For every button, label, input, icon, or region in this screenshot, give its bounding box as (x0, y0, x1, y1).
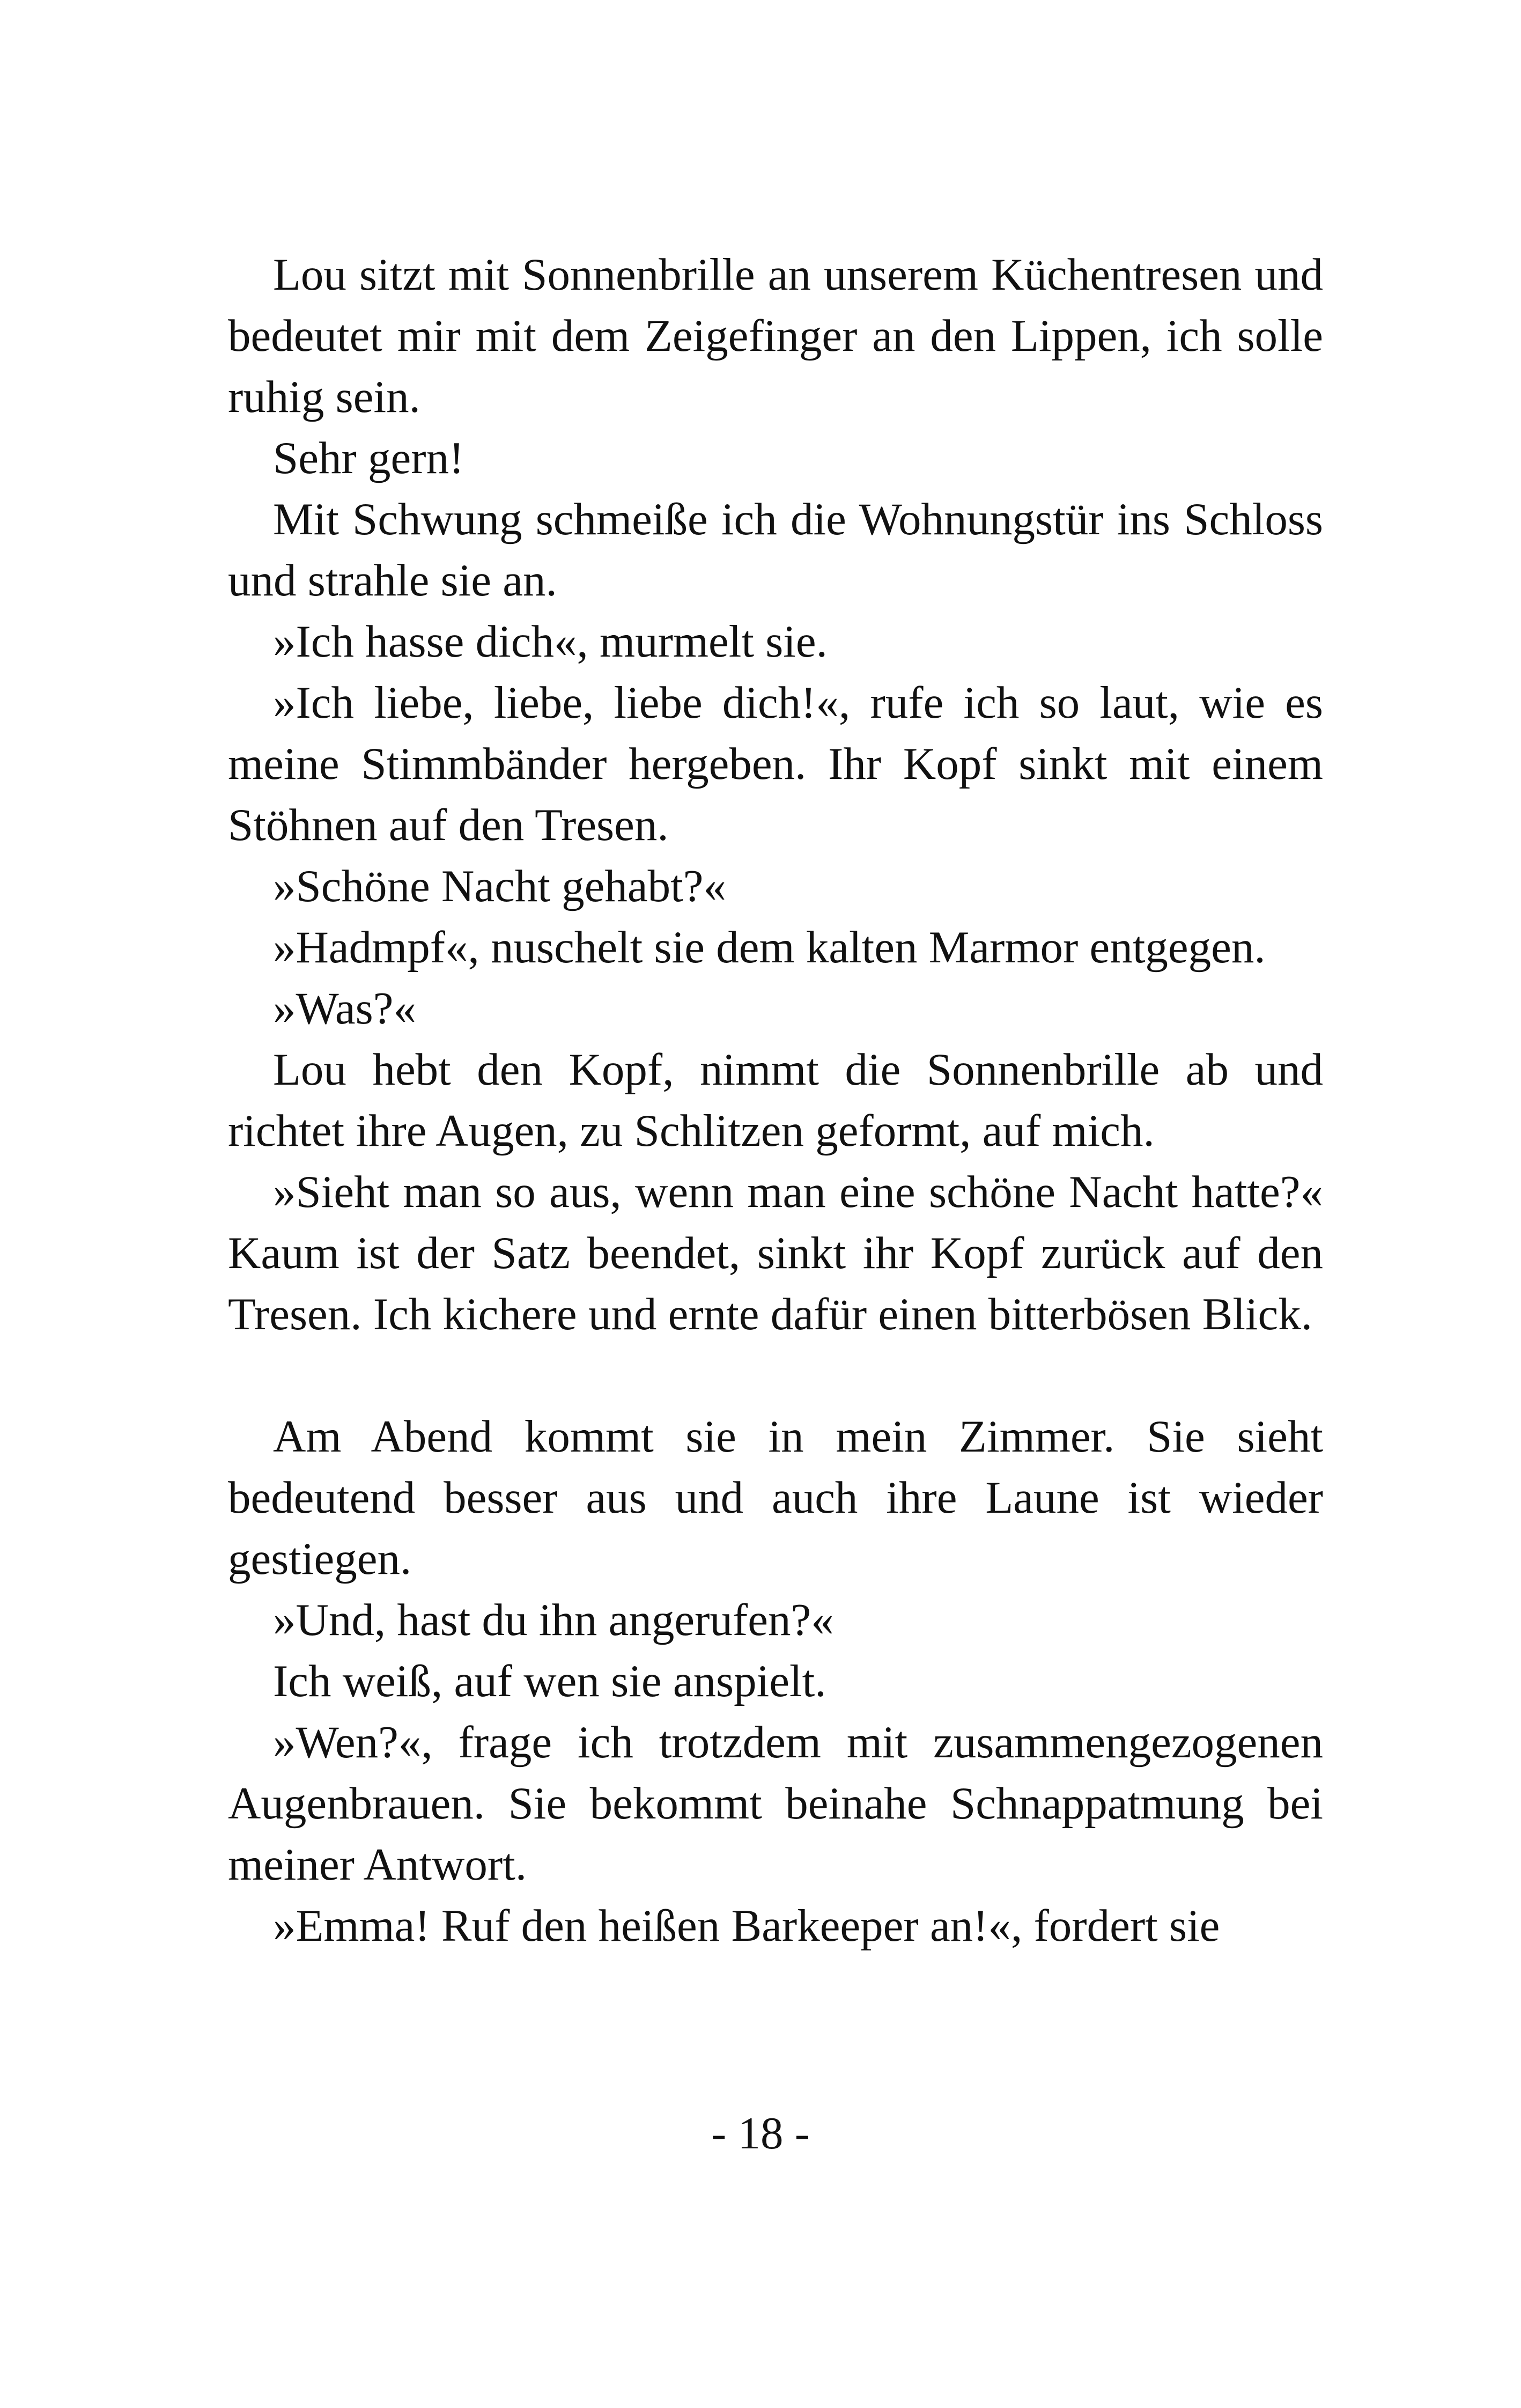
paragraph: Am Abend kommt sie in mein Zimmer. Sie sieht bedeutend besser aus und auch ihre Laune ist wieder gestiegen. (228, 1411, 1323, 1584)
paragraph: »Ich liebe, liebe, liebe dich!«, rufe ich so laut, wie es meine Stimmbänder hergeben. Ihr Kopf sinkt mit einem Stöhnen auf den Tresen. (228, 678, 1323, 850)
paragraph: Mit Schwung schmeiße ich die Wohnungstür ins Schloss und strahle sie an. (228, 494, 1323, 606)
paragraph: Lou sitzt mit Sonnenbrille an unserem Küchentresen und bedeutet mir mit dem Zeigefinger an den Lippen, ich solle ruhig sein. (228, 249, 1323, 422)
paragraph: Lou hebt den Kopf, nimmt die Sonnenbrille ab und richtet ihre Augen, zu Schlitzen geformt, auf mich. (228, 1044, 1323, 1156)
page-number: - 18 - (711, 2108, 810, 2159)
paragraph: »Und, hast du ihn angerufen?« (273, 1595, 834, 1645)
paragraph: Ich weiß, auf wen sie anspielt. (273, 1656, 826, 1706)
paragraph: »Sieht man so aus, wenn man eine schöne Nacht hatte?« Kaum ist der Satz beendet, sinkt ihr Kopf zurück auf den Tresen. Ich kichere und ernte dafür einen bitterbösen Blick. (228, 1167, 1323, 1339)
paragraph: »Ich hasse dich«, murmelt sie. (273, 616, 828, 667)
body-text (228, 244, 1323, 1956)
paragraph: Sehr gern! (273, 433, 464, 483)
paragraph: »Emma! Ruf den heißen Barkeeper an!«, fordert sie (273, 1901, 1220, 1951)
paragraph: »Was?« (273, 983, 416, 1034)
paragraph: »Wen?«, frage ich trotzdem mit zusammengezogenen Augenbrauen. Sie bekommt beinahe Schnappatmung bei meiner Antwort. (228, 1717, 1323, 1890)
paragraph: »Schöne Nacht gehabt?« (273, 861, 726, 911)
paragraph: »Hadmpf«, nuschelt sie dem kalten Marmor entgegen. (273, 922, 1266, 973)
